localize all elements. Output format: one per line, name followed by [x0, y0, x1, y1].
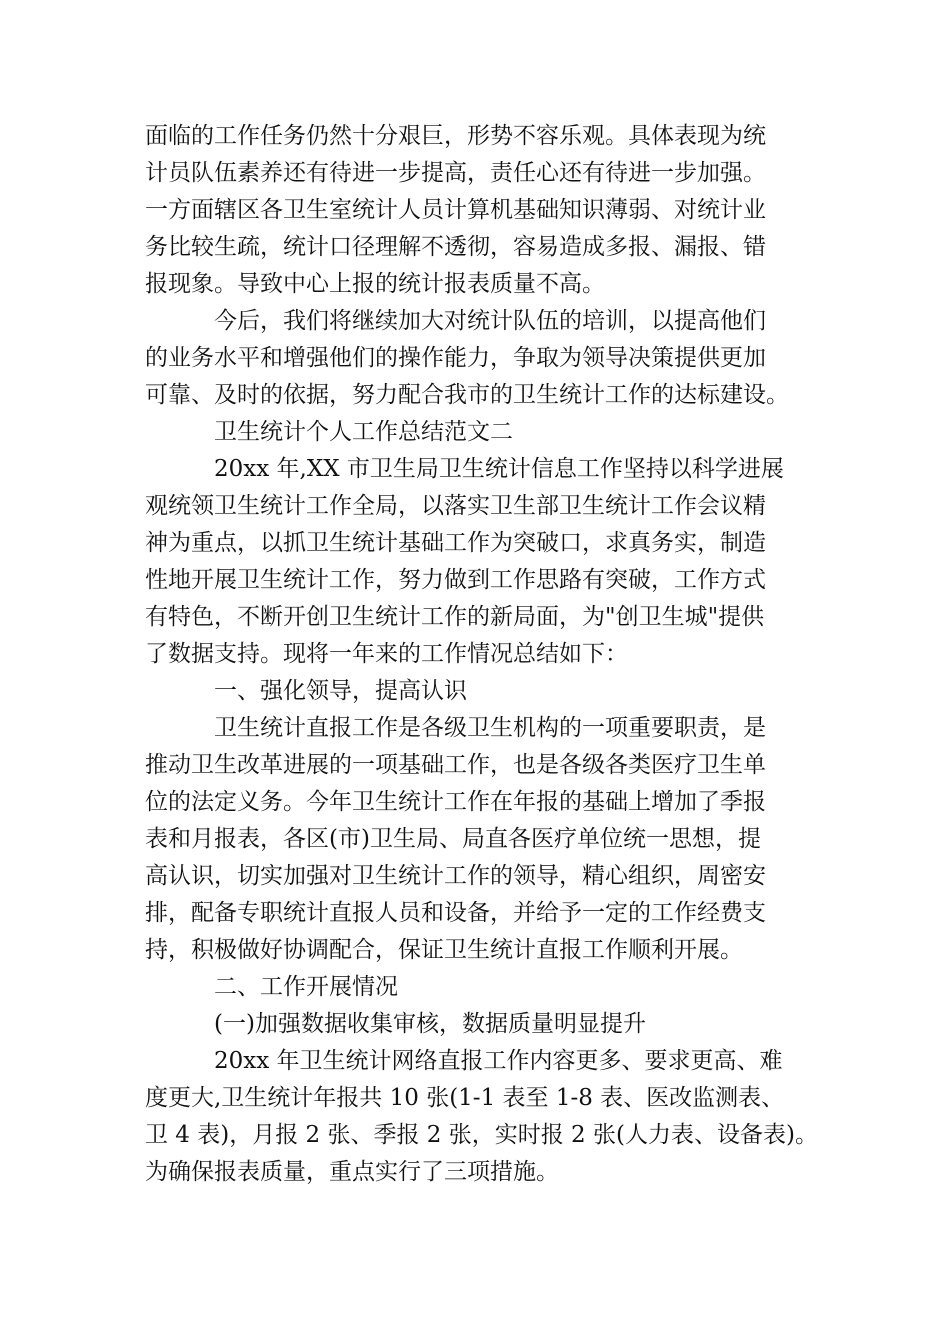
body-text-line: 一方面辖区各卫生室统计人员计算机基础知识薄弱、对统计业	[145, 197, 766, 223]
body-text-line: 观统领卫生统计工作全局，以落实卫生部卫生统计工作会议精	[145, 493, 766, 519]
section-heading: 二、工作开展情况	[214, 974, 398, 1000]
body-text-line: 持，积极做好协调配合，保证卫生统计直报工作顺利开展。	[145, 937, 743, 963]
section-heading: 一、强化领导，提高认识	[214, 678, 467, 704]
paragraph-first-line: 20xx 年,XX 市卫生局卫生统计信息工作坚持以科学进展	[214, 456, 784, 482]
body-text-line: 报现象。导致中心上报的统计报表质量不高。	[145, 271, 605, 297]
body-text-line: 高认识，切实加强对卫生统计工作的领导，精心组织，周密安	[145, 863, 766, 889]
paragraph-first-line: 今后，我们将继续加大对统计队伍的培训，以提高他们	[214, 308, 766, 334]
body-text-line: 神为重点，以抓卫生统计基础工作为突破口，求真务实，制造	[145, 530, 766, 556]
body-text-line: 性地开展卫生统计工作，努力做到工作思路有突破，工作方式	[145, 567, 766, 593]
body-text-line: 计员队伍素养还有待进一步提高，责任心还有待进一步加强。	[145, 160, 766, 186]
body-text-line: 务比较生疏，统计口径理解不透彻，容易造成多报、漏报、错	[145, 234, 766, 260]
body-text-line: 有特色，不断开创卫生统计工作的新局面，为"创卫生城"提供	[145, 604, 765, 630]
body-text-line: 为确保报表质量，重点实行了三项措施。	[145, 1159, 559, 1185]
section-title: 卫生统计个人工作总结范文二	[214, 419, 513, 445]
body-text-line: 推动卫生改革进展的一项基础工作，也是各级各类医疗卫生单	[145, 752, 766, 778]
body-text-line: 表和月报表，各区(市)卫生局、局直各医疗单位统一思想，提	[145, 826, 761, 852]
document-body	[145, 118, 825, 1191]
body-text-line: 了数据支持。现将一年来的工作情况总结如下：	[145, 641, 628, 667]
body-text-line: 可靠、及时的依据，努力配合我市的卫生统计工作的达标建设。	[145, 382, 789, 408]
body-text-line: 面临的工作任务仍然十分艰巨，形势不容乐观。具体表现为统	[145, 123, 766, 149]
body-text-line: 位的法定义务。今年卫生统计工作在年报的基础上增加了季报	[145, 789, 766, 815]
body-text-line: 度更大,卫生统计年报共 10 张(1-1 表至 1-8 表、医改监测表、	[145, 1085, 785, 1111]
subsection-heading: (一)加强数据收集审核，数据质量明显提升	[214, 1011, 646, 1037]
body-text-line: 卫 4 表)，月报 2 张、季报 2 张，实时报 2 张(人力表、设备表)。	[145, 1122, 818, 1148]
paragraph-first-line: 20xx 年卫生统计网络直报工作内容更多、要求更高、难	[214, 1048, 783, 1074]
body-text-line: 排，配备专职统计直报人员和设备，并给予一定的工作经费支	[145, 900, 766, 926]
paragraph-first-line: 卫生统计直报工作是各级卫生机构的一项重要职责，是	[214, 715, 766, 741]
body-text-line: 的业务水平和增强他们的操作能力，争取为领导决策提供更加	[145, 345, 766, 371]
